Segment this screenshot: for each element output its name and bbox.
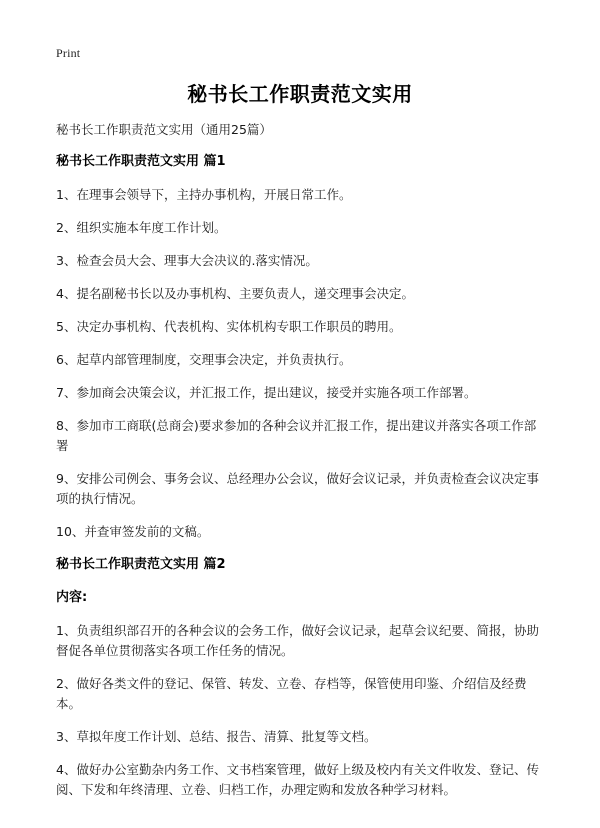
section-heading-1: 秘书长工作职责范文实用 篇1 (56, 154, 226, 169)
list-item: 2、组织实施本年度工作计划。 (56, 220, 227, 235)
list-item: 1、负责组织部召开的各种会议的会务工作，做好会议记录，起草会议纪要、简报，协助督促各单位贯彻落实各项工作任务的情况。 (56, 623, 539, 658)
list-item: 2、做好各类文件的登记、保管、转发、立卷、存档等，保管使用印鉴、介绍信及经费本。 (56, 676, 527, 711)
print-label: Print (56, 46, 81, 60)
document-title: 秘书长工作职责范文实用 (187, 82, 413, 106)
list-item: 9、安排公司例会、事务会议、总经理办公会议，做好会议记录，并负责检查会议决定事项的执行情况。 (56, 471, 539, 506)
list-item: 6、起草内部管理制度，交理事会决定，并负责执行。 (56, 352, 352, 367)
list-item: 4、提名副秘书长以及办事机构、主要负责人，递交理事会决定。 (56, 286, 414, 301)
list-item: 4、做好办公室勤杂内务工作、文书档案管理，做好上级及校内有关文件收发、登记、传阅、下发和年终清理、立卷、归档工作，办理定购和发放各种学习材料。 (56, 762, 539, 797)
list-item: 10、并查审签发前的文稿。 (56, 524, 210, 539)
list-item: 3、草拟年度工作计划、总结、报告、清算、批复等文档。 (56, 729, 377, 744)
list-item: 3、检查会员大会、理事大会决议的.落实情况。 (56, 253, 318, 268)
list-item: 8、参加市工商联(总商会)要求参加的各种会议并汇报工作，提出建议并落实各项工作部署 (56, 418, 537, 453)
section-heading-2: 秘书长工作职责范文实用 篇2 (56, 557, 226, 572)
list-item: 7、参加商会决策会议，并汇报工作，提出建议，接受并实施各项工作部署。 (56, 385, 477, 400)
document-subtitle: 秘书长工作职责范文实用（通用25篇） (56, 122, 272, 137)
list-item: 5、决定办事机构、代表机构、实体机构专职工作职员的聘用。 (56, 319, 402, 334)
document-body (56, 120, 546, 813)
list-item: 1、在理事会领导下，主持办事机构，开展日常工作。 (56, 187, 352, 202)
content-label: 内容: (56, 590, 88, 605)
